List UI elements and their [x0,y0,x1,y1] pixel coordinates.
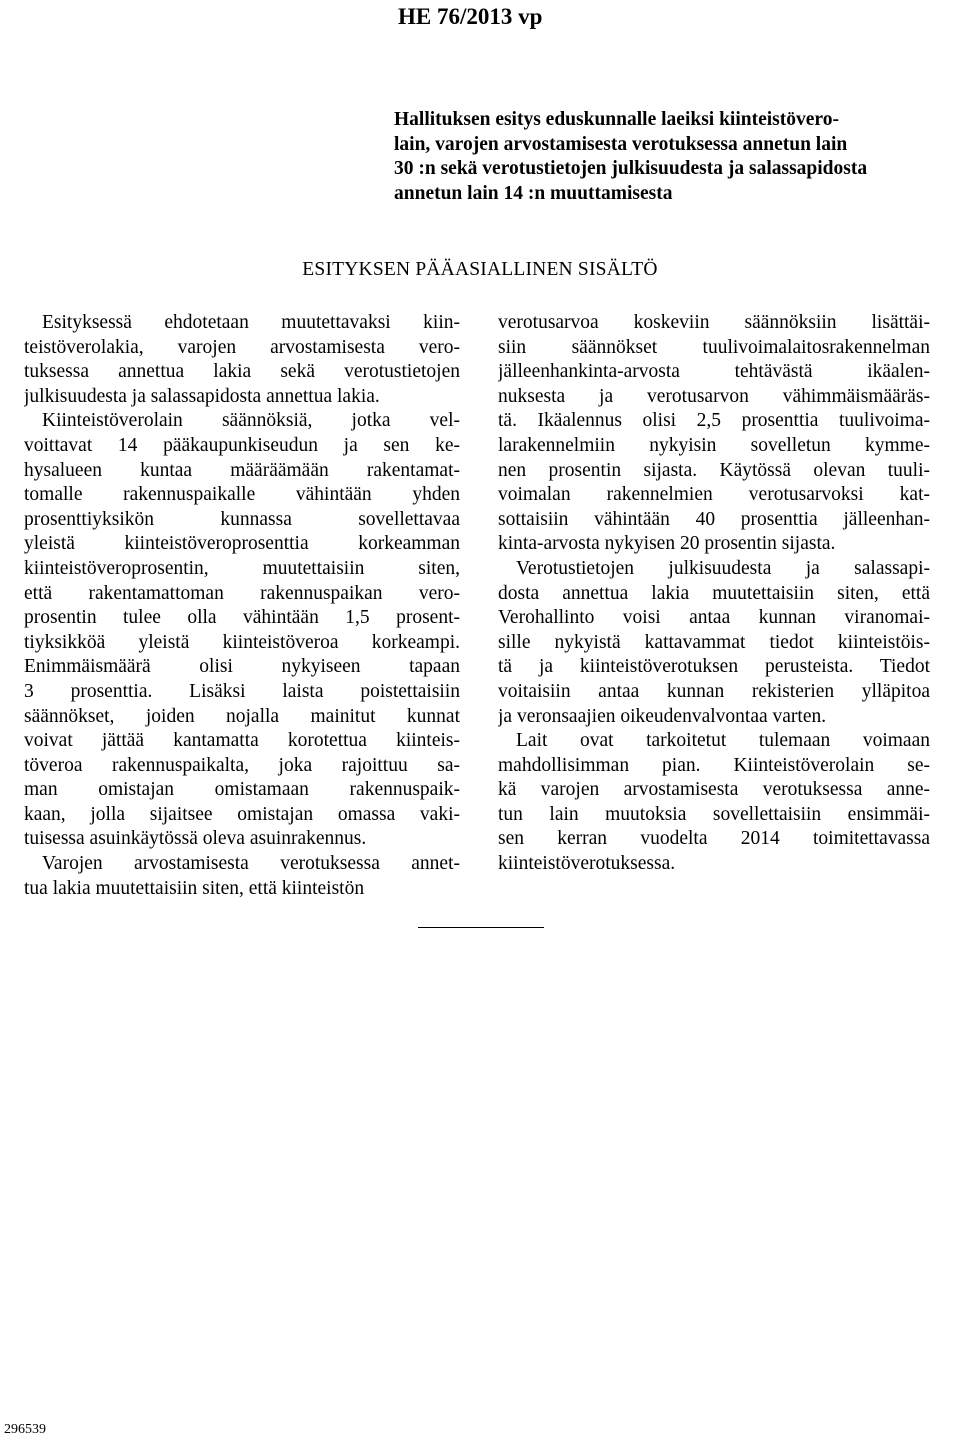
text-line: kaan, jolla sijaitsee omistajan omassa vaki- [24,803,460,825]
bill-title-line: lain, varojen arvostamisesta verotuksessa annetun lain [394,133,848,155]
text-line: julkisuudesta ja salassapidosta annettua lakia. [24,385,380,407]
text-line: man omistajan omistamaan rakennuspaik- [24,779,460,801]
text-line: hysalueen kuntaa määräämään rakentamat- [24,459,460,481]
text-line: 3 prosenttia. Lisäksi laista poistettaisiin [24,680,460,702]
text-line: säännökset, joiden nojalla mainitut kunnat [24,705,460,727]
text-line: voitaisiin antaa kunnan rekisterien ylläpitoa [498,680,930,702]
bill-title [394,108,954,206]
text-line: tomalle rakennuspaikalle vähintään yhden [24,484,460,506]
text-line: Esityksessä ehdotetaan muutettavaksi kiin- [42,312,460,333]
text-line: Lait ovat tarkoitetut tulemaan voimaan [516,730,930,752]
bill-title-line: Hallituksen esitys eduskunnalle laeiksi kiinteistövero- [394,109,839,130]
text-line: sen kerran vuodelta 2014 toimitettavassa [498,828,930,850]
text-line: dosta annettua lakia muutettaisiin siten, että [498,582,930,604]
text-line: sille nykyistä kattavammat tiedot kiinteistöis- [498,631,930,653]
text-line: verotusarvoa koskeviin säännöksiin lisättäi- [498,312,930,333]
text-line: prosenttiyksikön kunnassa sovellettavaa [24,508,460,530]
text-line: tä. Ikäalennus olisi 2,5 prosenttia tuulivoima- [498,410,930,432]
text-line: kiinteistöverotuksessa. [498,853,676,875]
right-text-column [498,311,930,877]
text-line: tun lain muutoksia sovellettaisiin ensimmäi- [498,803,930,825]
text-line: tä ja kiinteistöverotuksen perusteista. Tiedot [498,656,930,678]
text-line: jälleenhankinta-arvosta tehtävästä ikäalen- [498,361,930,383]
text-line: voittavat 14 pääkaupunkiseudun ja sen ke- [24,434,460,456]
bill-title-line: 30 :n sekä verotustietojen julkisuudesta ja salassapidosta [394,158,868,179]
bill-title-line: annetun lain 14 :n muuttamisesta [394,182,673,204]
text-line: voimalan rakennelmien verotusarvoksi kat- [498,484,930,506]
text-line: prosentin tulee olla vähintään 1,5 prosent- [24,607,460,629]
text-line: Enimmäismäärä olisi nykyiseen tapaan [24,656,460,678]
text-line: ja veronsaajien oikeudenvalvontaa varten. [498,705,827,727]
text-line: nen prosentin sijasta. Käytössä olevan tuuli- [498,459,930,481]
text-line: nuksesta ja verotusarvon vähimmäismääräs- [498,385,930,407]
page-number: 296539 [4,1422,46,1437]
text-line: larakennelmiin nykyisin sovelletun kymme- [498,434,930,456]
text-line: tuisessa asuinkäytössä oleva asuinrakennus. [24,828,367,850]
section-heading: ESITYKSEN PÄÄASIALLINEN SISÄLTÖ [302,259,658,280]
text-line: Varojen arvostamisesta verotuksessa annet- [42,853,460,875]
text-line: sottaisiin vähintään 40 prosenttia jälleenhan- [498,508,930,530]
text-line: teistöverolakia, varojen arvostamisesta vero- [24,336,460,358]
document-id: HE 76/2013 vp [398,4,543,29]
text-line: siin säännökset tuulivoimalaitosrakennelman [498,336,930,358]
text-line: kiinteistöveroprosentin, muutettaisiin siten, [24,557,460,579]
text-line: tuksessa annettua lakia sekä verotustietojen [24,361,460,383]
text-line: voivat jättää kantamatta korotettua kiinteis- [24,730,460,752]
left-text-column [24,311,460,901]
text-line: Verohallinto voisi antaa kunnan viranomai- [498,607,930,629]
end-rule [418,927,544,928]
text-line: tiyksikköä yleistä kiinteistöveroa korkeampi. [24,631,460,653]
text-line: mahdollisimman pian. Kiinteistöverolain se- [498,754,930,776]
text-line: yleistä kiinteistöveroprosenttia korkeamman [24,533,460,555]
text-line: että rakentamattoman rakennuspaikan vero- [24,582,460,604]
text-line: kinta-arvosta nykyisen 20 prosentin sijasta. [498,533,836,555]
text-line: Verotustietojen julkisuudesta ja salassapi- [516,557,930,579]
text-line: kä varojen arvostamisesta verotuksessa anne- [498,779,930,801]
text-line: tua lakia muutettaisiin siten, että kiinteistön [24,877,365,899]
text-line: töveroa rakennuspaikalta, joka rajoittuu sa- [24,754,460,776]
text-line: Kiinteistöverolain säännöksiä, jotka vel- [42,410,460,432]
